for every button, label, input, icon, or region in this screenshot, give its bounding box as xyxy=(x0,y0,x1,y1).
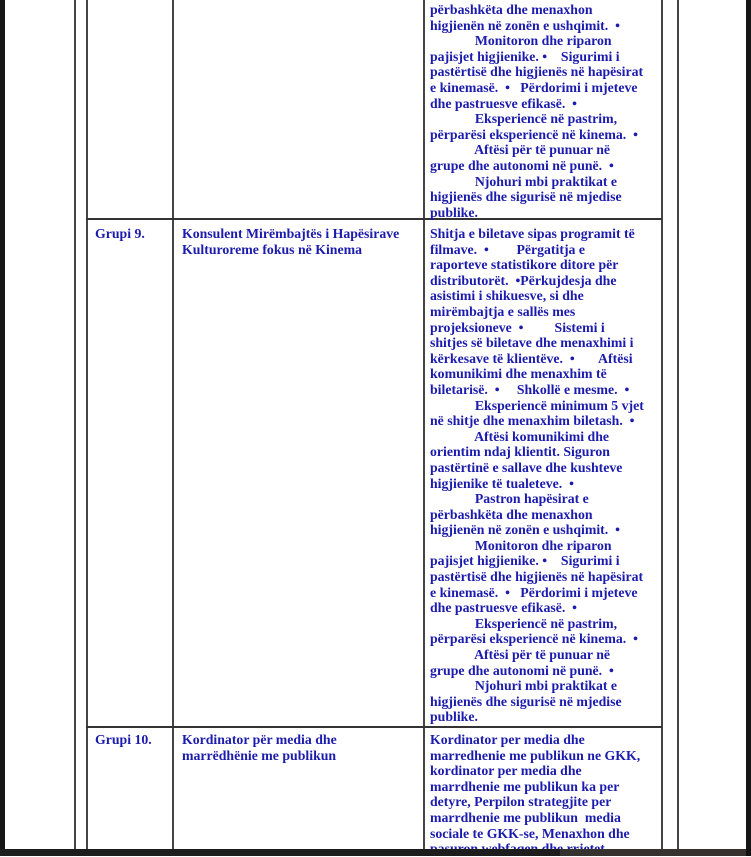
text-line: grupe dhe autonomi në punë. • xyxy=(430,662,614,678)
text-line: pajisjet higjienike. • Sigurimi i xyxy=(430,553,620,569)
group-cell xyxy=(86,0,172,218)
text-line: dhe pastruesve efikasë. • xyxy=(430,95,578,111)
left-page-edge xyxy=(0,0,5,856)
text-line: përparësi eksperiencë në kinema. • xyxy=(430,126,638,142)
text-line: përparësi eksperiencë në kinema. • xyxy=(430,631,638,647)
text-line: detyre, Perpilon strategjite per xyxy=(430,794,612,810)
text-line: Aftësi komunikimi dhe xyxy=(430,428,610,444)
text-line: marrëdhënie me publikun xyxy=(182,747,337,763)
title-cell xyxy=(172,0,423,218)
text-line: Aftësi për të punuar në xyxy=(430,647,611,663)
text-line: komunikimi dhe menaxhim të xyxy=(430,366,607,382)
text-line: përbashkëta dhe menaxhon xyxy=(430,2,593,17)
text-line: Eksperiencë në pastrim, xyxy=(430,111,618,127)
description-cell xyxy=(423,728,661,849)
text-line: Monitoron dhe riparon xyxy=(430,537,612,553)
bottom-bar-corner xyxy=(746,849,751,856)
text-line: projeksioneve • Sistemi i xyxy=(430,319,605,335)
text-line: higjienën në zonën e ushqimit. • xyxy=(430,17,620,33)
text-line: marrdhenie me publikun media xyxy=(430,809,621,825)
text-line: e kinemasë. • Përdorimi i mjeteve xyxy=(430,79,638,95)
title-cell xyxy=(172,220,423,726)
table-border-vertical xyxy=(74,0,76,850)
table-border-vertical xyxy=(661,0,663,850)
text-line: higjienës dhe sigurisë në mjedise xyxy=(430,189,622,205)
text-line: biletarisë. • Shkollë e mesme. • xyxy=(430,381,630,397)
description-cell xyxy=(423,220,661,726)
text-line: pastërtisë dhe higjienës në hapësirat xyxy=(430,569,644,585)
text-line: Kordinator për media dhe xyxy=(182,732,337,747)
text-line: pajisjet higjienike. • Sigurimi i xyxy=(430,48,620,64)
text-line: Monitoron dhe riparon xyxy=(430,33,612,49)
text-line: Kordinator per media dhe xyxy=(430,732,585,747)
text-line: mirëmbajtja e sallës mes xyxy=(430,303,576,319)
text-line: orientim ndaj klientit. Siguron xyxy=(430,444,610,460)
group-label: Grupi 10. xyxy=(95,732,152,747)
title-cell xyxy=(172,728,423,849)
text-line: Eksperiencë minimum 5 vjet xyxy=(430,397,644,413)
group-label: Grupi 9. xyxy=(95,226,145,241)
text-line: Aftësi për të punuar në xyxy=(430,142,611,158)
text-line: shitjes së biletave dhe menaxhimi i xyxy=(430,335,634,351)
text-line: kordinator per media dhe xyxy=(430,763,582,779)
text-line: e kinemasë. • Përdorimi i mjeteve xyxy=(430,584,638,600)
text-line: Pastron hapësirat e xyxy=(430,491,589,507)
text-line: pastërtinë e sallave dhe kushteve xyxy=(430,459,623,475)
text-line: higjienës dhe sigurisë në mjedise xyxy=(430,693,622,709)
group-cell xyxy=(86,728,172,849)
text-line: publike. xyxy=(430,709,478,725)
text-line: në shitje dhe menaxhim biletash. • xyxy=(430,413,635,429)
text-line: filmave. • Përgatitja e xyxy=(430,241,586,257)
text-line: grupe dhe autonomi në punë. • xyxy=(430,157,614,173)
group-cell xyxy=(86,220,172,726)
text-line: marredhenie me publikun ne GKK, xyxy=(430,747,641,763)
text-line: higjienën në zonën e ushqimit. • xyxy=(430,522,620,538)
text-line: kërkesave të klientëve. • Aftësi xyxy=(430,350,633,366)
bottom-bar-segment xyxy=(560,849,746,856)
text-line: marrdhenie me publikun ka per xyxy=(430,778,620,794)
text-line: dhe pastruesve efikasë. • xyxy=(430,600,578,616)
text-line: Konsulent Mirëmbajtës i Hapësirave xyxy=(182,226,400,241)
description-cell xyxy=(423,0,661,218)
right-page-edge xyxy=(746,0,751,856)
text-line: sociale te GKK-se, Menaxhon dhe xyxy=(430,825,630,841)
text-line: Njohuri mbi praktikat e xyxy=(430,678,618,694)
text-line: raporteve statistikore ditore për xyxy=(430,257,619,273)
text-line: përbashkëta dhe menaxhon xyxy=(430,506,593,522)
text-line: Njohuri mbi praktikat e xyxy=(430,173,618,189)
text-line: distributorët. •Përkujdesja dhe xyxy=(430,272,617,288)
table-border-vertical xyxy=(677,0,679,850)
text-line: asistimi i shikuesve, si dhe xyxy=(430,288,584,304)
text-line: Shitja e biletave sipas programit të xyxy=(430,226,635,241)
text-line: Kulturoreme fokus në Kinema xyxy=(182,241,362,257)
text-line: higjienike të tualeteve. • xyxy=(430,475,574,491)
text-line: Eksperiencë në pastrim, xyxy=(430,615,618,631)
text-line: pastërtisë dhe higjienës në hapësirat xyxy=(430,64,644,80)
text-line: publike. xyxy=(430,204,478,220)
